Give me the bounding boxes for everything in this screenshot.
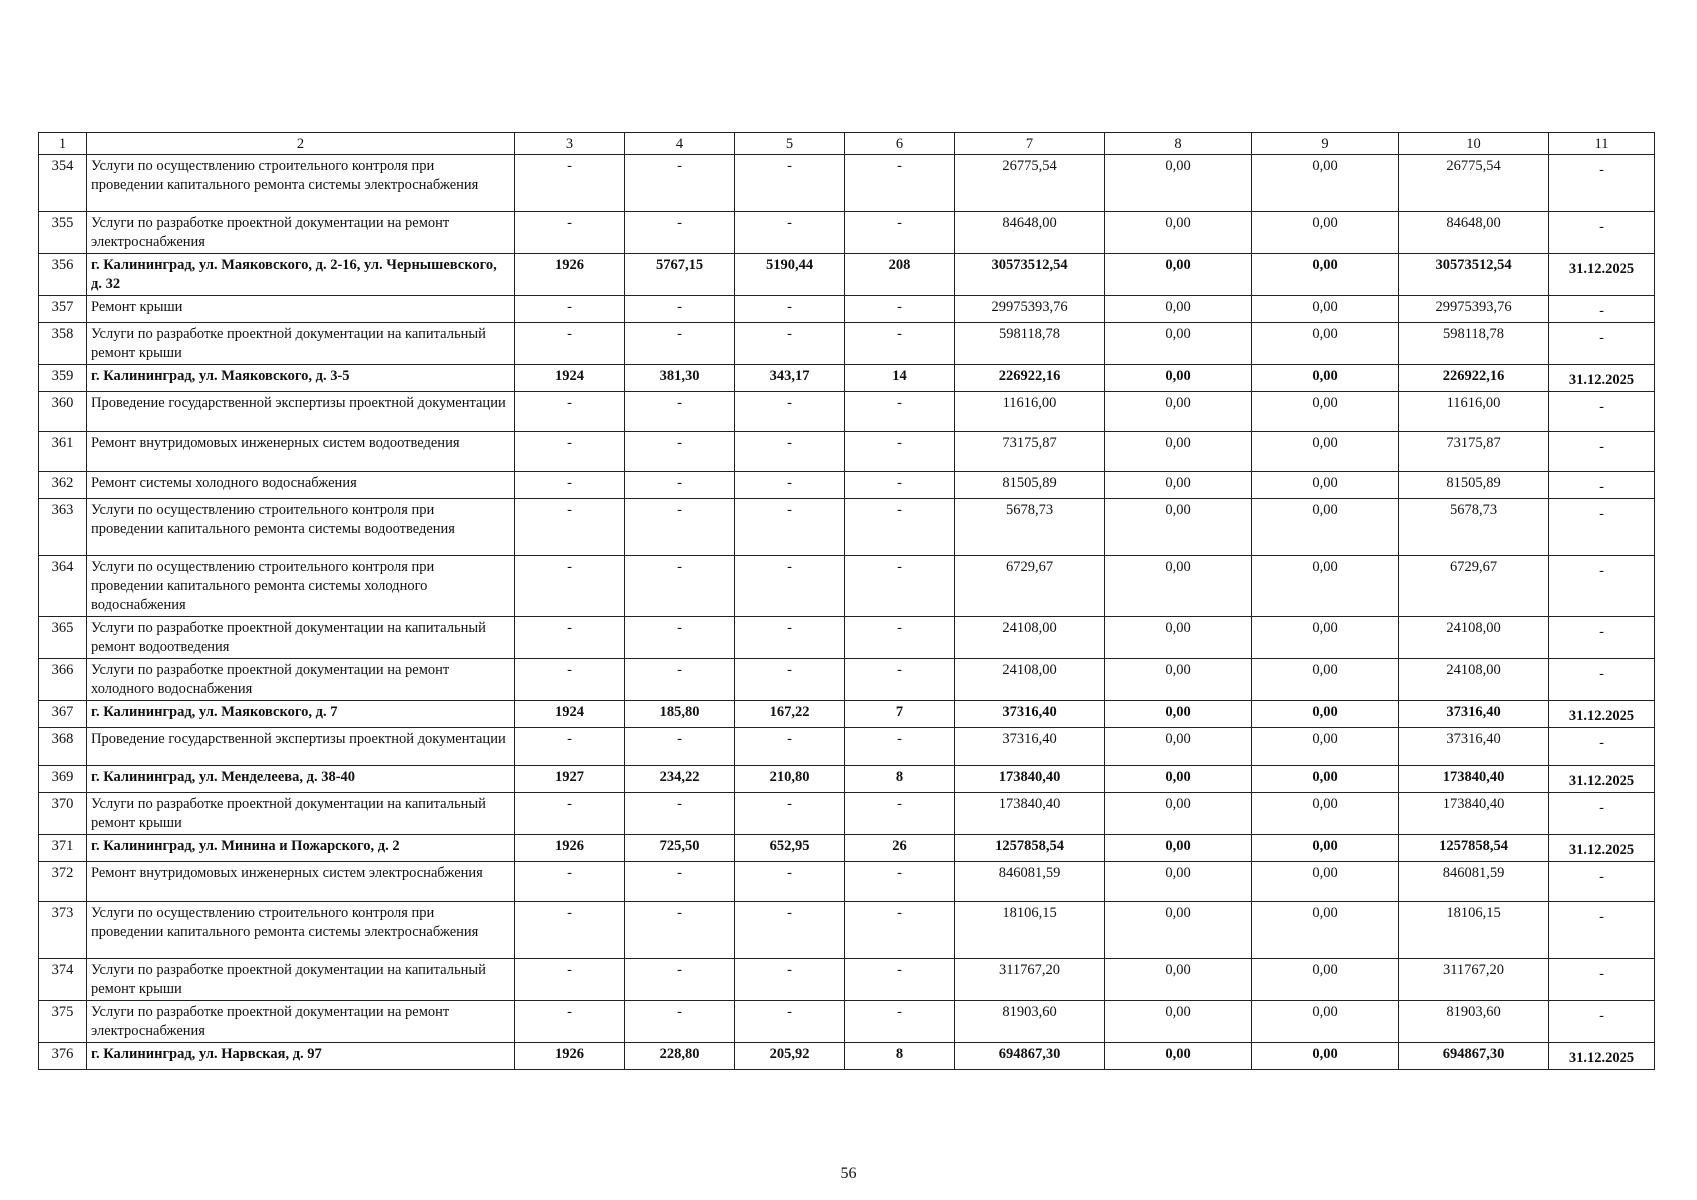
column-header: 3 [515,133,625,155]
row-description: Услуги по разработке проектной документации на капитальный ремонт крыши [87,959,515,1001]
cost-total-cell: 24108,00 [955,617,1105,659]
budget-cell: 0,00 [1252,323,1399,365]
work-item-row [39,728,1655,766]
area-living-cell: 205,92 [735,1043,845,1070]
fund-cell: 0,00 [1105,766,1252,793]
column-header: 10 [1399,133,1549,155]
deadline-cell: - [1549,728,1655,766]
cost-total-cell: 81505,89 [955,472,1105,499]
row-description: Услуги по осуществлению строительного контроля при проведении капитального ремонта системы электроснабжения [87,902,515,959]
residents-cell: 208 [845,254,955,296]
budget-cell: 0,00 [1252,701,1399,728]
area-living-cell: - [735,793,845,835]
budget-cell: 0,00 [1252,296,1399,323]
residents-cell: 26 [845,835,955,862]
area-living-cell: - [735,155,845,212]
owners-funds-cell: 311767,20 [1399,959,1549,1001]
address-row [39,701,1655,728]
row-description: Ремонт внутридомовых инженерных систем электроснабжения [87,862,515,902]
work-item-row [39,556,1655,617]
cost-total-cell: 226922,16 [955,365,1105,392]
area-living-cell: 652,95 [735,835,845,862]
budget-cell: 0,00 [1252,556,1399,617]
column-header: 9 [1252,133,1399,155]
area-living-cell: - [735,392,845,432]
year-cell: - [515,472,625,499]
residents-cell: - [845,556,955,617]
work-item-row [39,212,1655,254]
area-total-cell: - [625,323,735,365]
table-body [39,133,1655,1070]
address-row [39,1043,1655,1070]
deadline-cell: - [1549,556,1655,617]
owners-funds-cell: 26775,54 [1399,155,1549,212]
owners-funds-cell: 1257858,54 [1399,835,1549,862]
owners-funds-cell: 81505,89 [1399,472,1549,499]
address-row [39,835,1655,862]
fund-cell: 0,00 [1105,701,1252,728]
owners-funds-cell: 598118,78 [1399,323,1549,365]
cost-total-cell: 11616,00 [955,392,1105,432]
row-description: Ремонт внутридомовых инженерных систем водоотведения [87,432,515,472]
row-number: 360 [39,392,87,432]
area-total-cell: - [625,392,735,432]
residents-cell: - [845,728,955,766]
year-cell: - [515,212,625,254]
work-item-row [39,499,1655,556]
budget-cell: 0,00 [1252,902,1399,959]
work-item-row [39,296,1655,323]
area-total-cell: 185,80 [625,701,735,728]
cost-total-cell: 173840,40 [955,793,1105,835]
area-total-cell: - [625,659,735,701]
row-description: г. Калининград, ул. Минина и Пожарского, д. 2 [87,835,515,862]
year-cell: - [515,959,625,1001]
area-total-cell: - [625,617,735,659]
cost-total-cell: 26775,54 [955,155,1105,212]
owners-funds-cell: 226922,16 [1399,365,1549,392]
work-item-row [39,1001,1655,1043]
column-header: 6 [845,133,955,155]
area-living-cell: - [735,659,845,701]
work-item-row [39,155,1655,212]
row-number: 375 [39,1001,87,1043]
area-living-cell: - [735,296,845,323]
owners-funds-cell: 18106,15 [1399,902,1549,959]
year-cell: 1924 [515,701,625,728]
owners-funds-cell: 30573512,54 [1399,254,1549,296]
owners-funds-cell: 73175,87 [1399,432,1549,472]
budget-cell: 0,00 [1252,432,1399,472]
area-total-cell: - [625,296,735,323]
work-item-row [39,323,1655,365]
area-living-cell: - [735,499,845,556]
area-living-cell: - [735,432,845,472]
budget-cell: 0,00 [1252,365,1399,392]
year-cell: - [515,862,625,902]
area-total-cell: - [625,862,735,902]
budget-cell: 0,00 [1252,728,1399,766]
area-living-cell: - [735,1001,845,1043]
residents-cell: - [845,659,955,701]
deadline-cell: - [1549,659,1655,701]
area-total-cell: - [625,793,735,835]
year-cell: 1926 [515,254,625,296]
fund-cell: 0,00 [1105,728,1252,766]
row-description: г. Калининград, ул. Менделеева, д. 38-40 [87,766,515,793]
area-living-cell: - [735,212,845,254]
year-cell: - [515,323,625,365]
budget-cell: 0,00 [1252,499,1399,556]
row-description: Ремонт системы холодного водоснабжения [87,472,515,499]
residents-cell: - [845,155,955,212]
deadline-cell: 31.12.2025 [1549,254,1655,296]
area-total-cell: - [625,499,735,556]
budget-cell: 0,00 [1252,766,1399,793]
year-cell: 1927 [515,766,625,793]
year-cell: - [515,659,625,701]
residents-cell: 7 [845,701,955,728]
deadline-cell: - [1549,617,1655,659]
cost-total-cell: 173840,40 [955,766,1105,793]
fund-cell: 0,00 [1105,1043,1252,1070]
row-number: 361 [39,432,87,472]
work-item-row [39,617,1655,659]
row-description: г. Калининград, ул. Маяковского, д. 2-16, ул. Чернышевского, д. 32 [87,254,515,296]
fund-cell: 0,00 [1105,659,1252,701]
row-description: Услуги по осуществлению строительного контроля при проведении капитального ремонта системы холодного водоснабжения [87,556,515,617]
cost-total-cell: 37316,40 [955,728,1105,766]
row-number: 362 [39,472,87,499]
deadline-cell: - [1549,155,1655,212]
residents-cell: - [845,862,955,902]
residents-cell: 8 [845,1043,955,1070]
deadline-cell: - [1549,499,1655,556]
deadline-cell: 31.12.2025 [1549,835,1655,862]
area-total-cell: 725,50 [625,835,735,862]
budget-cell: 0,00 [1252,617,1399,659]
cost-total-cell: 311767,20 [955,959,1105,1001]
deadline-cell: - [1549,323,1655,365]
row-number: 359 [39,365,87,392]
row-number: 366 [39,659,87,701]
cost-total-cell: 29975393,76 [955,296,1105,323]
area-total-cell: - [625,959,735,1001]
row-number: 373 [39,902,87,959]
area-living-cell: - [735,472,845,499]
year-cell: - [515,155,625,212]
capital-repair-table [38,132,1655,1070]
budget-cell: 0,00 [1252,212,1399,254]
work-item-row [39,902,1655,959]
year-cell: 1926 [515,1043,625,1070]
deadline-cell: - [1549,212,1655,254]
row-number: 370 [39,793,87,835]
deadline-cell: - [1549,1001,1655,1043]
column-header: 8 [1105,133,1252,155]
area-total-cell: - [625,1001,735,1043]
row-number: 354 [39,155,87,212]
owners-funds-cell: 37316,40 [1399,701,1549,728]
budget-cell: 0,00 [1252,659,1399,701]
fund-cell: 0,00 [1105,392,1252,432]
year-cell: - [515,499,625,556]
row-number: 365 [39,617,87,659]
year-cell: - [515,902,625,959]
owners-funds-cell: 5678,73 [1399,499,1549,556]
row-number: 356 [39,254,87,296]
owners-funds-cell: 37316,40 [1399,728,1549,766]
page-number: 56 [840,1165,857,1182]
owners-funds-cell: 24108,00 [1399,659,1549,701]
row-number: 369 [39,766,87,793]
area-living-cell: - [735,902,845,959]
fund-cell: 0,00 [1105,432,1252,472]
cost-total-cell: 1257858,54 [955,835,1105,862]
deadline-cell: - [1549,296,1655,323]
row-description: Услуги по разработке проектной документации на ремонт электроснабжения [87,212,515,254]
row-description: г. Калининград, ул. Нарвская, д. 97 [87,1043,515,1070]
year-cell: - [515,392,625,432]
row-description: г. Калининград, ул. Маяковского, д. 7 [87,701,515,728]
fund-cell: 0,00 [1105,862,1252,902]
deadline-cell: - [1549,902,1655,959]
row-number: 368 [39,728,87,766]
budget-cell: 0,00 [1252,155,1399,212]
area-living-cell: 5190,44 [735,254,845,296]
residents-cell: - [845,499,955,556]
cost-total-cell: 84648,00 [955,212,1105,254]
row-description: Услуги по разработке проектной документации на капитальный ремонт водоотведения [87,617,515,659]
work-item-row [39,959,1655,1001]
budget-cell: 0,00 [1252,472,1399,499]
area-total-cell: 381,30 [625,365,735,392]
owners-funds-cell: 84648,00 [1399,212,1549,254]
column-header: 4 [625,133,735,155]
row-number: 364 [39,556,87,617]
budget-cell: 0,00 [1252,959,1399,1001]
deadline-cell: - [1549,472,1655,499]
area-living-cell: - [735,959,845,1001]
budget-cell: 0,00 [1252,862,1399,902]
column-header: 7 [955,133,1105,155]
area-living-cell: 210,80 [735,766,845,793]
deadline-cell: 31.12.2025 [1549,1043,1655,1070]
cost-total-cell: 598118,78 [955,323,1105,365]
year-cell: 1924 [515,365,625,392]
area-living-cell: - [735,323,845,365]
column-header: 2 [87,133,515,155]
fund-cell: 0,00 [1105,902,1252,959]
residents-cell: 8 [845,766,955,793]
work-item-row [39,392,1655,432]
fund-cell: 0,00 [1105,959,1252,1001]
address-row [39,254,1655,296]
residents-cell: - [845,212,955,254]
fund-cell: 0,00 [1105,835,1252,862]
owners-funds-cell: 24108,00 [1399,617,1549,659]
fund-cell: 0,00 [1105,793,1252,835]
cost-total-cell: 30573512,54 [955,254,1105,296]
owners-funds-cell: 173840,40 [1399,766,1549,793]
cost-total-cell: 846081,59 [955,862,1105,902]
row-description: Услуги по разработке проектной документации на капитальный ремонт крыши [87,323,515,365]
residents-cell: - [845,1001,955,1043]
fund-cell: 0,00 [1105,472,1252,499]
budget-cell: 0,00 [1252,254,1399,296]
area-total-cell: - [625,556,735,617]
cost-total-cell: 6729,67 [955,556,1105,617]
fund-cell: 0,00 [1105,212,1252,254]
cost-total-cell: 73175,87 [955,432,1105,472]
row-description: Услуги по осуществлению строительного контроля при проведении капитального ремонта системы водоотведения [87,499,515,556]
deadline-cell: 31.12.2025 [1549,766,1655,793]
row-number: 371 [39,835,87,862]
budget-cell: 0,00 [1252,1001,1399,1043]
row-number: 374 [39,959,87,1001]
column-number-row [39,133,1655,155]
row-number: 367 [39,701,87,728]
residents-cell: - [845,432,955,472]
deadline-cell: 31.12.2025 [1549,701,1655,728]
year-cell: - [515,617,625,659]
year-cell: - [515,432,625,472]
row-number: 376 [39,1043,87,1070]
area-total-cell: - [625,902,735,959]
cost-total-cell: 24108,00 [955,659,1105,701]
row-number: 358 [39,323,87,365]
area-total-cell: 234,22 [625,766,735,793]
budget-cell: 0,00 [1252,1043,1399,1070]
deadline-cell: - [1549,862,1655,902]
address-row [39,365,1655,392]
area-living-cell: - [735,556,845,617]
work-item-row [39,659,1655,701]
work-item-row [39,432,1655,472]
row-description: Проведение государственной экспертизы проектной документации [87,392,515,432]
row-number: 372 [39,862,87,902]
deadline-cell: - [1549,432,1655,472]
row-description: Услуги по осуществлению строительного контроля при проведении капитального ремонта системы электроснабжения [87,155,515,212]
row-number: 363 [39,499,87,556]
owners-funds-cell: 11616,00 [1399,392,1549,432]
address-row [39,766,1655,793]
owners-funds-cell: 29975393,76 [1399,296,1549,323]
area-living-cell: - [735,617,845,659]
budget-cell: 0,00 [1252,793,1399,835]
row-description: Проведение государственной экспертизы проектной документации [87,728,515,766]
work-item-row [39,862,1655,902]
residents-cell: - [845,617,955,659]
residents-cell: 14 [845,365,955,392]
owners-funds-cell: 173840,40 [1399,793,1549,835]
area-total-cell: - [625,212,735,254]
deadline-cell: 31.12.2025 [1549,365,1655,392]
residents-cell: - [845,323,955,365]
row-number: 355 [39,212,87,254]
area-living-cell: 167,22 [735,701,845,728]
fund-cell: 0,00 [1105,556,1252,617]
column-header: 11 [1549,133,1655,155]
residents-cell: - [845,392,955,432]
row-description: Услуги по разработке проектной документации на ремонт электроснабжения [87,1001,515,1043]
row-description: Услуги по разработке проектной документации на капитальный ремонт крыши [87,793,515,835]
deadline-cell: - [1549,959,1655,1001]
year-cell: - [515,793,625,835]
residents-cell: - [845,793,955,835]
column-header: 1 [39,133,87,155]
cost-total-cell: 18106,15 [955,902,1105,959]
cost-total-cell: 694867,30 [955,1043,1105,1070]
owners-funds-cell: 6729,67 [1399,556,1549,617]
residents-cell: - [845,902,955,959]
year-cell: - [515,556,625,617]
fund-cell: 0,00 [1105,499,1252,556]
residents-cell: - [845,472,955,499]
fund-cell: 0,00 [1105,617,1252,659]
column-header: 5 [735,133,845,155]
row-description: Ремонт крыши [87,296,515,323]
owners-funds-cell: 694867,30 [1399,1043,1549,1070]
work-item-row [39,793,1655,835]
fund-cell: 0,00 [1105,296,1252,323]
cost-total-cell: 81903,60 [955,1001,1105,1043]
area-total-cell: - [625,155,735,212]
fund-cell: 0,00 [1105,155,1252,212]
budget-cell: 0,00 [1252,835,1399,862]
year-cell: - [515,1001,625,1043]
cost-total-cell: 37316,40 [955,701,1105,728]
residents-cell: - [845,296,955,323]
area-total-cell: - [625,728,735,766]
deadline-cell: - [1549,793,1655,835]
fund-cell: 0,00 [1105,365,1252,392]
year-cell: - [515,296,625,323]
area-living-cell: - [735,728,845,766]
row-description: г. Калининград, ул. Маяковского, д. 3-5 [87,365,515,392]
work-item-row [39,472,1655,499]
budget-cell: 0,00 [1252,392,1399,432]
residents-cell: - [845,959,955,1001]
owners-funds-cell: 846081,59 [1399,862,1549,902]
area-total-cell: 5767,15 [625,254,735,296]
row-description: Услуги по разработке проектной документации на ремонт холодного водоснабжения [87,659,515,701]
area-living-cell: 343,17 [735,365,845,392]
area-total-cell: 228,80 [625,1043,735,1070]
deadline-cell: - [1549,392,1655,432]
area-total-cell: - [625,432,735,472]
year-cell: 1926 [515,835,625,862]
fund-cell: 0,00 [1105,254,1252,296]
row-number: 357 [39,296,87,323]
area-living-cell: - [735,862,845,902]
area-total-cell: - [625,472,735,499]
fund-cell: 0,00 [1105,1001,1252,1043]
year-cell: - [515,728,625,766]
cost-total-cell: 5678,73 [955,499,1105,556]
owners-funds-cell: 81903,60 [1399,1001,1549,1043]
fund-cell: 0,00 [1105,323,1252,365]
